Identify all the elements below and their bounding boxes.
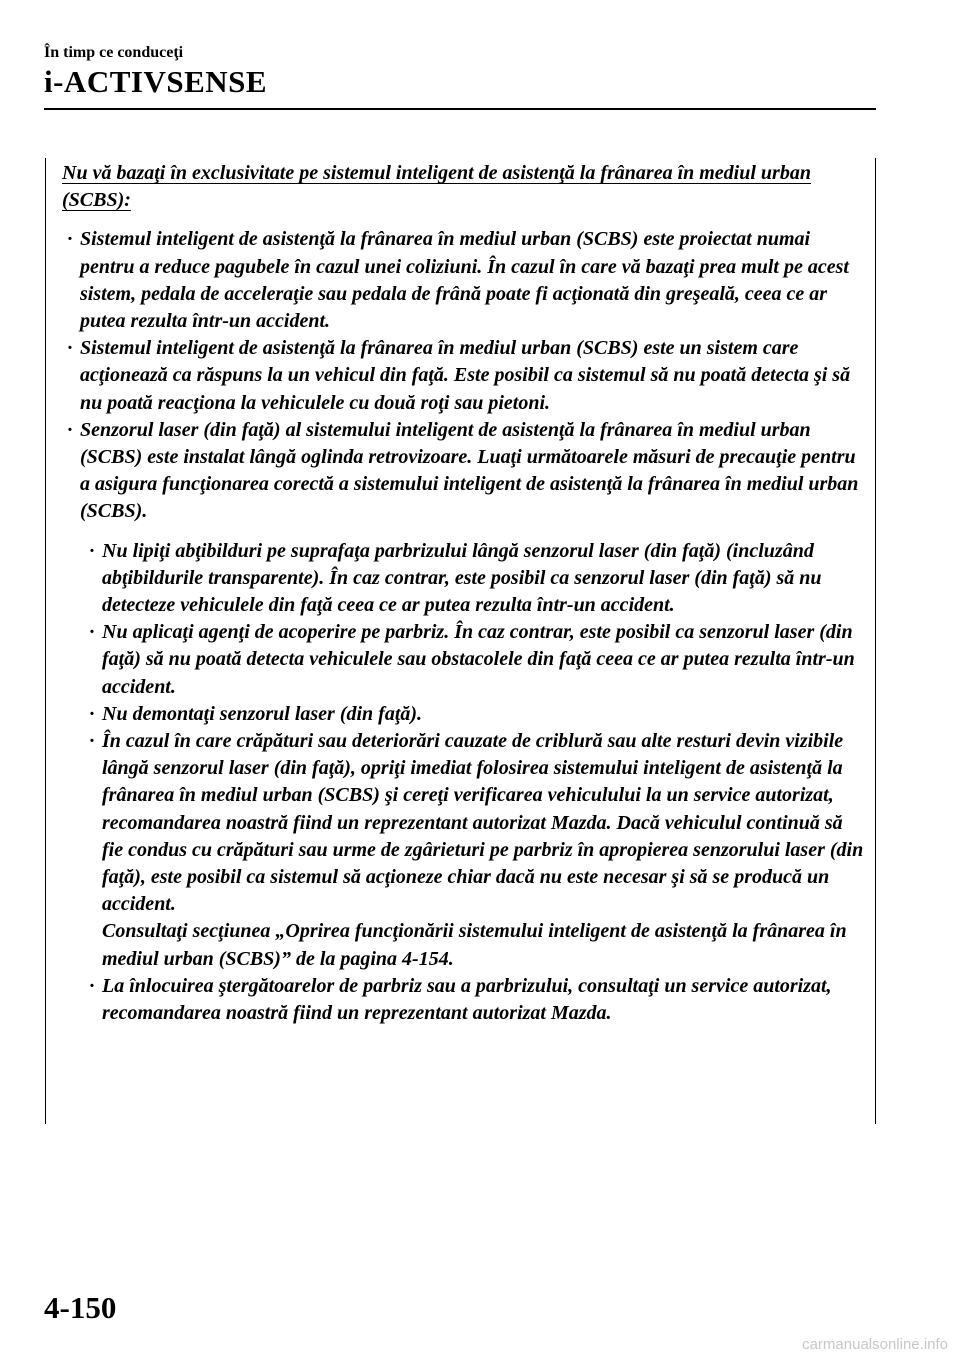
list-item-text: Sistemul inteligent de asistenţă la frânarea în mediul urban (SCBS) este proiectat numai pentru a reduce pagubele în cazul unei coliziuni. În cazul în care vă bazaţi prea mult pe acest sistem, pedala de acceleraţie sau pedala de frână poate fi acţionată din greşeală, ceea ce ar putea rezulta într-un accident. xyxy=(80,228,849,333)
page-number: 4-150 xyxy=(44,1290,117,1325)
sub-list-item-text: La înlocuirea ştergătoarelor de parbriz sau a parbrizului, consultaţi un service autorizat, recomandarea noastră fiind un reprezentant autorizat Mazda. xyxy=(102,974,832,1025)
bullet-dot-icon: · xyxy=(66,228,74,251)
bullet-dot-icon: · xyxy=(88,539,96,562)
sub-list-item xyxy=(84,973,868,1027)
sub-list-item xyxy=(84,538,868,620)
list-item xyxy=(62,335,868,417)
sub-list-item-text: Nu aplicaţi agenţi de acoperire pe parbriz. În caz contrar, este posibil ca senzorul laser (din faţă) să nu poată detecta vehiculele sau obstacolele din faţă ceea ce ar putea rezulta într-un accident. xyxy=(102,621,855,698)
warning-heading: Nu vă bazaţi în exclusivitate pe sistemul inteligent de asistenţă la frânarea în mediul urban (SCBS): xyxy=(62,162,811,212)
watermark: carmanualsonline.info xyxy=(802,1336,948,1353)
bullet-dot-icon: · xyxy=(88,730,96,753)
sub-list-item-text: În cazul în care crăpături sau deteriorări cauzate de criblură sau alte resturi devin vizibile lângă senzorul laser (din faţă), opriţi imediat folosirea sistemului inteligent de asistenţă la frânarea în mediul urban (SCBS) şi cereţi verificarea vehiculului la un service autorizat, recomandarea noastră fiind un reprezentant autorizat Mazda. Dacă vehiculul continuă să fie condus cu crăpături sau urme de zgârieturi pe parbriz în apropierea senzorului laser (din faţă), este posibil ca sistemul să acţioneze chiar dacă nu este necesar şi să se producă un accident. xyxy=(102,730,864,916)
warning-list xyxy=(62,226,868,525)
bullet-dot-icon: · xyxy=(88,974,96,997)
sub-list-item-text: Nu lipiţi abţibilduri pe suprafaţa parbrizului lângă senzorul laser (din faţă) (incluzând abţibildurile transparente). În caz contrar, este posibil ca senzorul laser (din faţă) să nu detecteze vehiculele din faţă ceea ce ar putea rezulta într-un accident. xyxy=(102,539,822,617)
list-item-text: Senzorul laser (din faţă) al sistemului inteligent de asistenţă la frânarea în mediul urban (SCBS) este instalat lângă oglinda retrovizoare. Luaţi următoarele măsuri de precauţie pentru a asigura funcţionarea corectă a sistemului inteligent de asistenţă la frânarea în mediul urban (SCBS). xyxy=(80,418,859,523)
warning-frame-left xyxy=(45,158,46,1124)
chapter-title: i-ACTIVSENSE xyxy=(44,64,268,99)
sub-list-item xyxy=(84,619,868,701)
warning-box xyxy=(62,160,868,1027)
sub-list-item xyxy=(84,728,868,973)
list-item xyxy=(62,417,868,526)
header-rule xyxy=(44,108,876,110)
sub-list-item xyxy=(84,701,868,728)
list-item xyxy=(62,226,868,335)
page-reference: Consultaţi secţiunea „Oprirea funcţionării sistemului inteligent de asistenţă la frânarea în mediul urban (SCBS)” de la pagina 4-154. xyxy=(102,920,847,970)
sub-list-item-text: Nu demontaţi senzorul laser (din faţă). xyxy=(102,702,423,725)
section-label: În timp ce conduceţi xyxy=(44,44,184,61)
warning-frame-right xyxy=(875,158,876,1124)
precaution-list xyxy=(62,538,868,1028)
bullet-dot-icon: · xyxy=(66,337,74,360)
list-item-text: Sistemul inteligent de asistenţă la frânarea în mediul urban (SCBS) este un sistem care acţionează ca răspuns la un vehicul din faţă. Este posibil ca sistemul să nu poată detecta şi să nu poată reacţiona la vehiculele cu două roţi sau pietoni. xyxy=(80,337,851,414)
bullet-dot-icon: · xyxy=(88,702,96,725)
bullet-dot-icon: · xyxy=(66,418,74,441)
bullet-dot-icon: · xyxy=(88,621,96,644)
